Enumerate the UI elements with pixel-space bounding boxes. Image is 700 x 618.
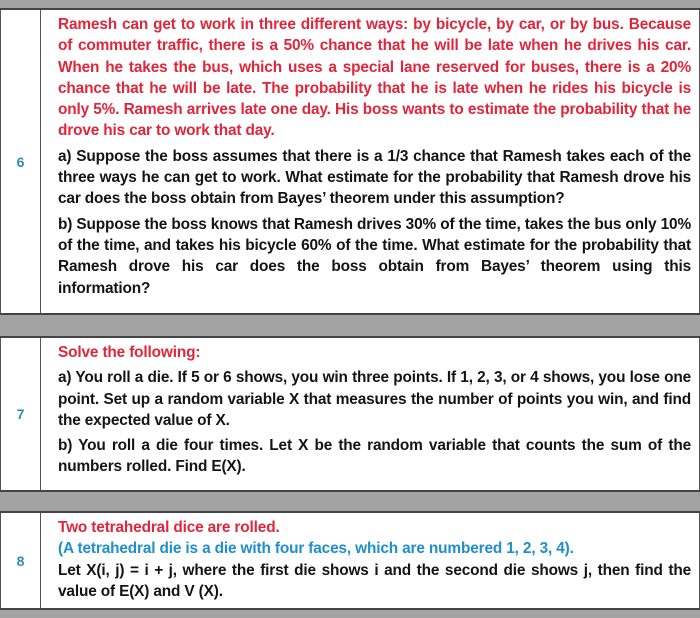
question-heading: Two tetrahedral dice are rolled.: [58, 519, 280, 536]
part-b: b) Suppose the boss knows that Ramesh drives 30% of the time, takes the bus only 10% of the time, and takes his bicycle 60% of the time. What estimate for the probability that Ramesh drove his car does the boss obtain from Bayes’ theorem using this information?: [58, 215, 691, 297]
question-note: (A tetrahedral die is a die with four faces, which are numbered 1, 2, 3, 4).: [58, 540, 574, 558]
question-number: 8: [1, 513, 41, 608]
question-number: 6: [1, 10, 41, 313]
separator: [0, 492, 700, 511]
part-b: b) You roll a die four times. Let X be the random variable that counts the sum of the numbers rolled. Find E(X).: [58, 437, 691, 476]
question-row-6: [0, 10, 700, 313]
question-content: [41, 338, 699, 490]
question-content: [41, 513, 699, 608]
question-row-7: [0, 338, 700, 490]
part-a: a) You roll a die. If 5 or 6 shows, you win three points. If 1, 2, 3, or 4 shows, you lose one point. Set up a random variable X that measures the number of points you win, and find the expected value of X.: [58, 369, 691, 429]
question-number: 7: [1, 338, 41, 490]
question-heading: Solve the following:: [58, 344, 201, 361]
question-content: [41, 10, 699, 313]
question-body: Let X(i, j) = i + j, where the first die shows i and the second die shows j, then find the value of E(X) and V (X).: [58, 561, 691, 600]
separator: [0, 315, 700, 336]
question-row-8: [0, 513, 700, 608]
part-a: a) Suppose the boss assumes that there is a 1/3 chance that Ramesh takes each of the three ways he can get to work. What estimate for the probability that Ramesh drove his car does the boss obtain from Bayes’ theorem under this assumption?: [58, 147, 691, 208]
separator-top: [0, 0, 700, 8]
question-intro: Ramesh can get to work in three different ways: by bicycle, by car, or by bus. Because of commuter traffic, there is a 50% chance that he will be late when he drives his car. When he takes the bus, which uses a special lane reserved for buses, there is a 20% chance that he will be late. The probability that he is late when he rides his bicycle is only 5%. Ramesh arrives late one day. His boss wants to estimate the probability that he drove his car to work that day.: [58, 16, 691, 140]
separator-bottom: [0, 610, 700, 618]
